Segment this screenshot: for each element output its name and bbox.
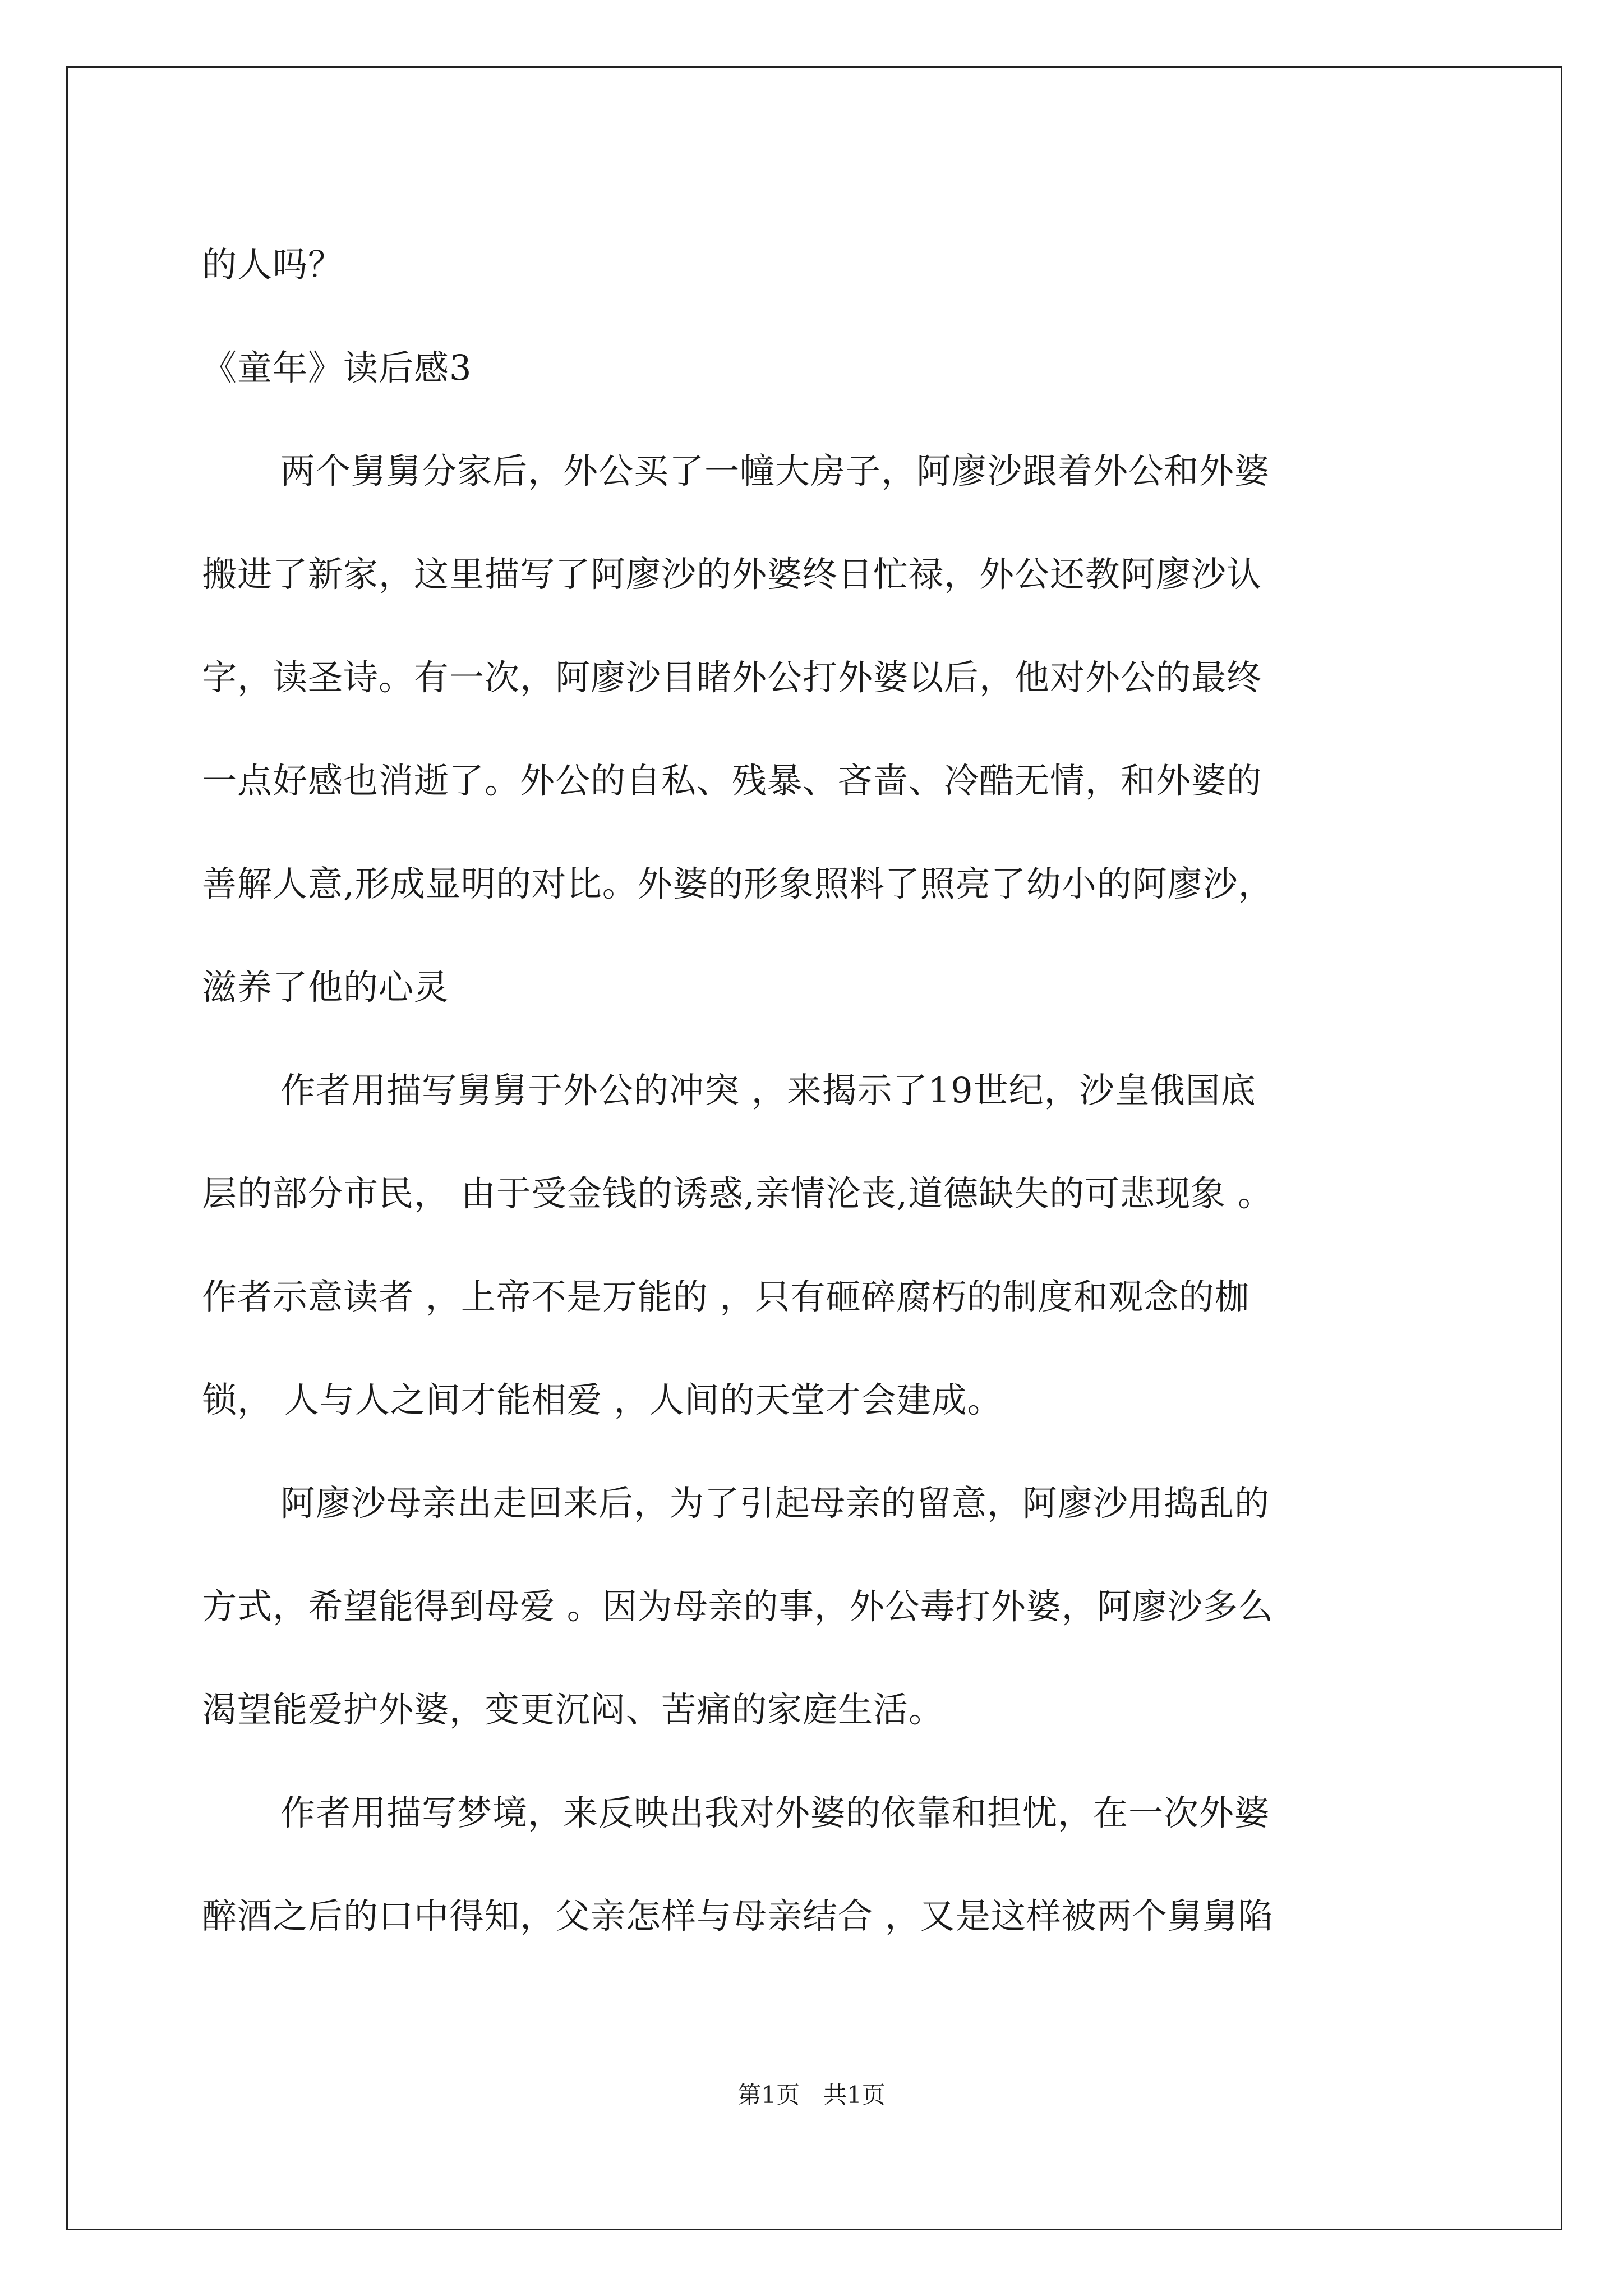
text-line-12: 锁， 人与人之间才能相爱 ，人间的天堂才会建成。 [202,1379,1003,1420]
text-line-1: 的人吗？ [202,244,344,285]
text-line-3: 两个舅舅分家后，外公买了一幢大房子，阿廖沙跟着外公和外婆 [280,450,1270,491]
document-body [202,213,1430,1968]
text-line-7: 善解人意,形成显明的对比。外婆的形象照料了照亮了幼小的阿廖沙， [202,863,1274,904]
page-number-footer: 第1页 共1页 [737,2081,886,2109]
text-line-6: 一点好感也消逝了。外公的自私、残暴、吝啬、冷酷无情，和外婆的 [202,760,1262,801]
text-line-4: 搬进了新家，这里描写了阿廖沙的外婆终日忙禄，外公还教阿廖沙认 [202,554,1262,595]
text-line-13: 阿廖沙母亲出走回来后，为了引起母亲的留意，阿廖沙用捣乱的 [280,1483,1270,1524]
section-heading: 《童年》读后感3 [202,347,472,388]
text-line-17: 醉酒之后的口中得知，父亲怎样与母亲结合 ，又是这样被两个舅舅陷 [202,1895,1274,1936]
text-line-14: 方式，希望能得到母爱 。因为母亲的事，外公毒打外婆，阿廖沙多么 [202,1586,1274,1627]
text-line-10: 层的部分市民， 由于受金钱的诱惑,亲情沦丧,道德缺失的可悲现象 。 [202,1173,1273,1214]
text-line-8: 滋养了他的心灵 [202,967,450,1007]
text-line-15: 渴望能爱护外婆，变更沉闷、苦痛的家庭生活。 [202,1689,944,1730]
text-line-11: 作者示意读者 ，上帝不是万能的 ，只有砸碎腐朽的制度和观念的枷 [202,1276,1250,1317]
text-line-16: 作者用描写梦境，来反映出我对外婆的依靠和担忧，在一次外婆 [280,1792,1270,1833]
text-line-9: 作者用描写舅舅于外公的冲突 ，来揭示了19世纪，沙皇俄国底 [280,1070,1256,1111]
text-line-5: 字，读圣诗。有一次，阿廖沙目睹外公打外婆以后，他对外公的最终 [202,657,1262,698]
